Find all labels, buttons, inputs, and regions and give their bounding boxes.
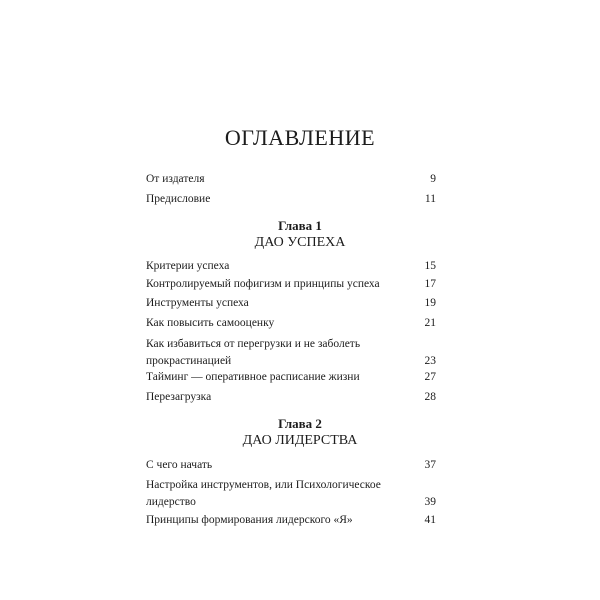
toc-entry-page: 28	[424, 391, 436, 403]
chapter-label: Глава 1	[278, 218, 322, 233]
toc-entry-page: 9	[430, 173, 436, 185]
toc-entry	[146, 457, 436, 474]
chapter-title: ДАО УСПЕХА	[254, 235, 346, 250]
toc-entry-title: Как избавиться от перегрузки и не заболеть прокрастинацией	[146, 338, 361, 367]
toc-entry-page: 41	[424, 514, 436, 526]
toc-entry-title: Как повысить самооценку	[146, 317, 275, 329]
toc-entry-page: 37	[424, 459, 436, 471]
toc-entry	[146, 369, 436, 386]
toc-entry-page: 19	[424, 297, 436, 309]
toc-entry-title: Тайминг — оперативное расписание жизни	[146, 371, 360, 383]
toc-entry	[146, 389, 436, 406]
toc-entry	[146, 171, 436, 188]
page-title: ОГЛАВЛЕНИЕ	[224, 125, 376, 150]
toc-entry	[146, 295, 436, 312]
toc-entry-page: 27	[424, 371, 436, 383]
toc-entry	[146, 258, 436, 275]
toc-entry-title: Принципы формирования лидерского «Я»	[146, 514, 353, 526]
toc-entry	[146, 477, 436, 511]
toc-entry	[146, 512, 436, 529]
toc-entry-page: 17	[424, 278, 436, 290]
toc-entry-page: 15	[424, 260, 436, 272]
toc-entry-title: Инструменты успеха	[146, 297, 249, 309]
toc-entry	[146, 191, 436, 208]
toc-entry-page: 23	[424, 355, 436, 367]
toc-entry-title: Предисловие	[146, 193, 211, 205]
toc-entry	[146, 276, 436, 293]
toc-entry-page: 21	[424, 317, 436, 329]
chapter-title: ДАО ЛИДЕРСТВА	[242, 433, 358, 448]
chapter-label: Глава 2	[278, 416, 322, 431]
toc-entry	[146, 315, 436, 332]
toc-entry-title: Настройка инструментов, или Психологическое лидерство	[146, 479, 381, 508]
toc-entry-title: С чего начать	[146, 459, 213, 471]
toc-entry-title: Перезагрузка	[146, 391, 212, 403]
toc-entry-page: 11	[424, 193, 436, 205]
toc-entry-title: От издателя	[146, 173, 205, 185]
toc-entry-page: 39	[424, 496, 436, 508]
toc-entry-title: Контролируемый пофигизм и принципы успеха	[146, 278, 380, 290]
toc-entry-title: Критерии успеха	[146, 260, 230, 272]
toc-entry	[146, 336, 436, 370]
